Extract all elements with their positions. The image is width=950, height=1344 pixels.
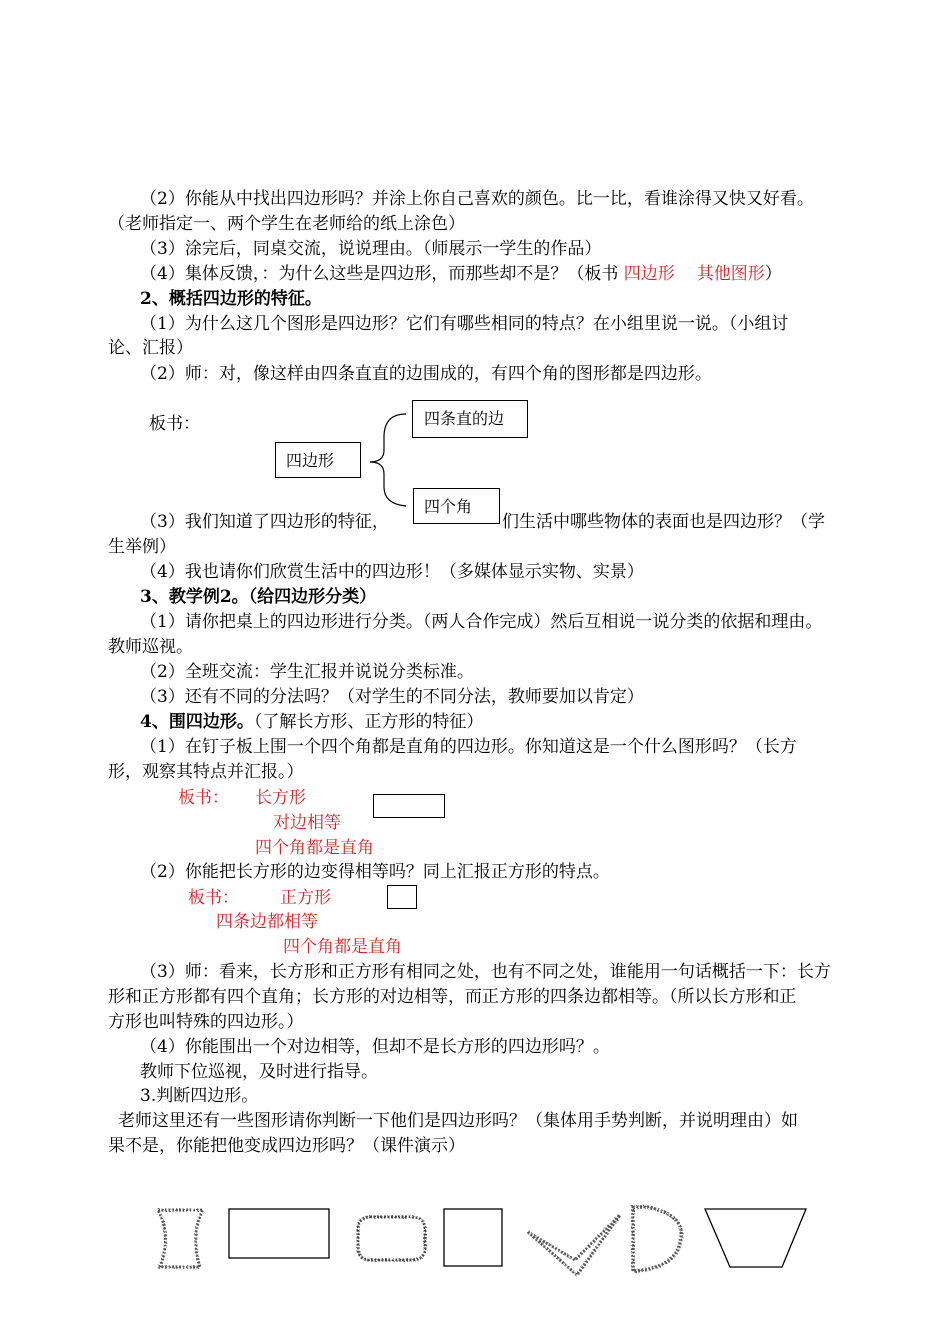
para-square: （2）你能把长方形的边变得相等吗？同上汇报正方形的特点。: [140, 862, 610, 882]
para-why-cont: 论、汇报）: [108, 338, 193, 358]
d-shape: [633, 1207, 681, 1271]
heading-2: 2、概括四边形的特征。: [140, 289, 322, 309]
para-exchange: （2）全班交流：学生汇报并说说分类标准。: [140, 662, 474, 682]
heading-4-note: （了解长方形、正方形的特征）: [253, 712, 484, 732]
board1-opposite-sides: 对边相等: [273, 813, 341, 833]
para-pegboard: （1）在钉子板上围一个四个角都是直角的四边形。你知道这是一个什么图形吗？（长方: [140, 737, 797, 757]
box-quadrilateral-label: 四边形: [286, 451, 335, 470]
square-shape: [387, 885, 417, 909]
rectangle-outline: [229, 1209, 329, 1258]
para-judge: 老师这里还有一些图形请你判断一下他们是四边形吗？（集体用手势判断，并说明理由）如: [118, 1111, 798, 1131]
board-other-shapes: 其他图形: [696, 264, 765, 284]
board-quadrilateral: 四边形: [623, 264, 675, 284]
board-label: 板书：: [149, 414, 200, 434]
para-appreciate: （4）我也请你们欣赏生活中的四边形！（多媒体显示实物、实景）: [140, 562, 644, 582]
box-four-sides-label: 四条直的边: [424, 409, 505, 428]
para-teacher: （2）师：对，像这样由四条直直的边围成的，有四个角的图形都是四边形。: [140, 364, 712, 384]
para-pegboard-cont: 形，观察其特点并汇报。）: [108, 762, 304, 782]
board1-rectangle: 长方形: [255, 788, 306, 808]
para-opposite-not-rect: （4）你能围出一个对边相等，但却不是长方形的四边形吗？。: [140, 1037, 610, 1057]
judge-shapes: [0, 1195, 950, 1335]
para-classify: （1）请你把桌上的四边形进行分类。（两人合作完成）然后互相说一说分类的依据和理由。: [140, 612, 823, 632]
feedback-text: （4）集体反馈，：为什么这些是四边形，而那些却不是？（板书: [140, 264, 624, 284]
para-features-cont: 生举例）: [108, 537, 176, 557]
para-2-find: （2）你能从中找出四边形吗？并涂上你自己喜欢的颜色。比一比，看谁涂得又快又好看。: [140, 189, 814, 209]
para-4-feedback: [140, 262, 782, 286]
para-summary-cont1: 形和正方形都有四个直角；长方形的对边相等，而正方形的四条边都相等。（所以长方形和正: [108, 987, 797, 1007]
box-four-sides: [412, 400, 528, 438]
board1-right-angles: 四个角都是直角: [255, 838, 374, 858]
para-other-methods: （3）还有不同的分法吗？（对学生的不同分法，教师要加以肯定）: [140, 687, 644, 707]
para-why: （1）为什么这几个图形是四边形？它们有哪些相同的特点？在小组里说一说。（小组讨: [140, 314, 789, 334]
square-outline: [444, 1209, 502, 1266]
feedback-close: ）: [764, 264, 782, 284]
heading-3: 3、教学例2。（给四边形分类）: [140, 587, 377, 607]
heading-4: [140, 710, 483, 734]
hourglass-shape: [158, 1210, 203, 1267]
checkmark-shape: [528, 1215, 620, 1275]
board2-label: 板书：: [188, 888, 239, 908]
rounded-octagon-shape: [358, 1217, 425, 1260]
para-summary: （3）师：看来，长方形和正方形有相同之处，也有不同之处，谁能用一句话概括一下：长方: [140, 962, 831, 982]
heading-4-title: 4、围四边形。: [140, 712, 254, 732]
box-four-angles-label: 四个角: [424, 497, 473, 516]
para-guidance: 教师下位巡视，及时进行指导。: [140, 1062, 378, 1082]
board2-equal-sides: 四条边都相等: [216, 912, 318, 932]
para-features-part1: （3）我们知道了四边形的特征，: [140, 512, 389, 532]
trapezoid-shape: [705, 1209, 806, 1267]
curly-brace: [366, 392, 416, 512]
box-quadrilateral: [275, 442, 361, 478]
board1-label: 板书：: [178, 788, 229, 808]
para-judge-cont: 果不是，你能把他变成四边形吗？（课件演示）: [108, 1136, 465, 1156]
para-2-find-cont: （老师指定一、两个学生在老师给的纸上涂色）: [108, 214, 465, 234]
para-3-share: （3）涂完后，同桌交流，说说理由。（师展示一学生的作品）: [140, 239, 602, 259]
board2-square: 正方形: [280, 888, 331, 908]
heading-judge: 3.判断四边形。: [140, 1086, 259, 1106]
para-summary-cont2: 方形也叫特殊的四边形。）: [108, 1012, 304, 1032]
para-features-part2: 们生活中哪些物体的表面也是四边形？（学: [502, 512, 825, 532]
box-four-angles: [413, 488, 500, 524]
para-classify-cont: 教师巡视。: [108, 637, 193, 657]
board2-right-angles: 四个角都是直角: [283, 937, 402, 957]
rectangle-shape: [373, 794, 445, 818]
